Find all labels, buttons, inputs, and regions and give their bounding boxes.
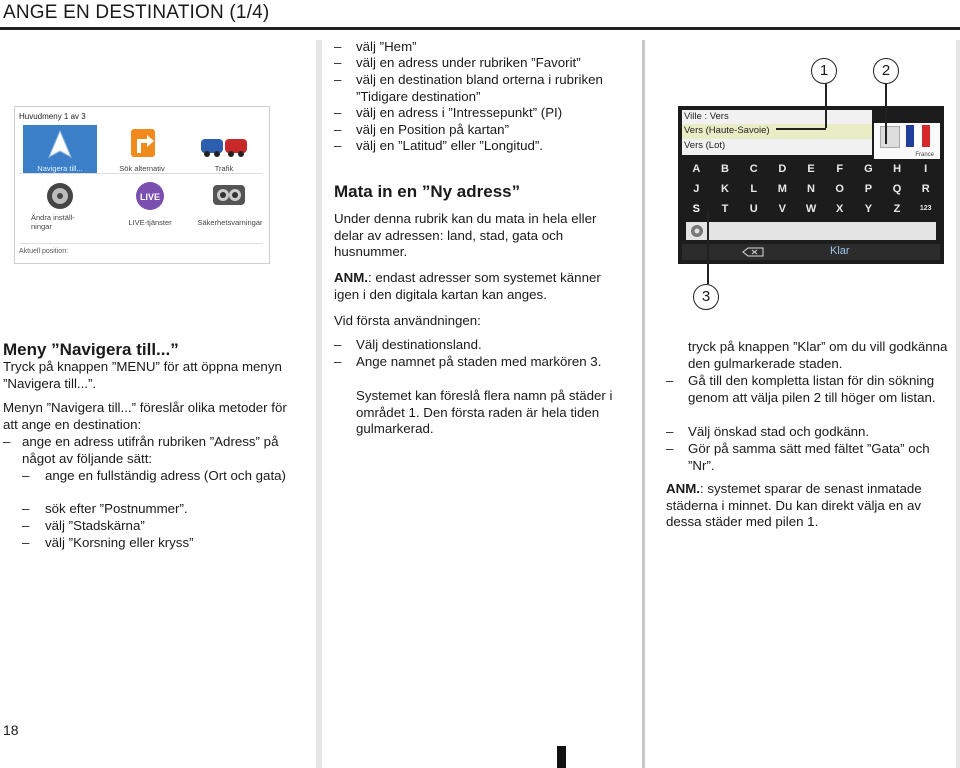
navigate-tile (23, 125, 97, 173)
note-text: : systemet sparar de senast inmatade städerna i minnet. Du kan direkt välja en av dessa städer med pilen 1. (666, 481, 922, 529)
dash: – (22, 468, 30, 483)
list-arrow-icon (880, 126, 900, 148)
list-item: välj en adress under rubriken ”Favorit” (356, 55, 581, 70)
suggestion-row: Vers (Lot) (682, 139, 872, 155)
key: P (864, 183, 873, 195)
list-item: välj en ”Latitud” eller ”Longitud”. (356, 138, 543, 153)
callout-3: 3 (693, 284, 719, 310)
dash: – (334, 72, 342, 87)
note-text: : endast adresser som systemet känner igen i den digitala kartan kan anges. (334, 270, 601, 302)
keyboard-screenshot (678, 106, 944, 264)
dash: – (22, 501, 30, 516)
safety-warnings-tile (193, 179, 267, 227)
dash: – (334, 105, 342, 120)
key: V (778, 203, 787, 215)
key: Z (893, 203, 901, 215)
key: C (749, 163, 758, 175)
key: O (835, 183, 844, 195)
ok-button-label: Klar (830, 245, 850, 257)
section-heading-navigate: Meny ”Navigera till...” (3, 340, 179, 359)
list-item: Gör på samma sätt med fältet ”Gata” och ”Nr”. (688, 441, 930, 473)
dash: – (22, 518, 30, 533)
paragraph: tryck på knappen ”Klar” om du vill godkänna den gulmarkerade staden. (688, 339, 948, 371)
paragraph: Systemet kan föreslå flera namn på städer i området 1. Den första raden är hela tiden gulmarkerad. (356, 388, 613, 436)
search-options-tile (105, 125, 179, 173)
key: G (864, 163, 873, 175)
navigation-arrow-icon (47, 129, 73, 159)
list-item: välj en destination bland orterna i rubriken ”Tidigare destination” (356, 72, 603, 104)
column-divider (642, 40, 645, 768)
svg-text:LIVE: LIVE (139, 192, 161, 202)
key: X (836, 203, 844, 215)
safety-warnings-label: Säkerhetsvarningar (197, 218, 263, 227)
keyboard-row-2 (682, 180, 940, 198)
settings-tile (23, 179, 97, 231)
key: D (778, 163, 787, 175)
country-selector (874, 123, 940, 159)
backspace-icon (742, 247, 764, 257)
paragraph: Tryck på knappen ”MENU” för att öppna menyn ”Navigera till...”. (3, 359, 282, 391)
paragraph: Menyn ”Navigera till...” föreslår olika metoder för att ange en destination: (3, 400, 287, 432)
list-subitem: ange en fullständig adress (Ort och gata) (45, 468, 286, 483)
city-input: Ville : Vers (682, 110, 872, 126)
key: E (807, 163, 815, 175)
key: T (721, 203, 729, 215)
navigate-label: Navigera till... (37, 164, 83, 173)
key: J (693, 183, 700, 195)
key: H (893, 163, 902, 175)
paragraph: Vid första användningen: (334, 313, 481, 328)
keyboard-bottom-bar (682, 244, 940, 260)
key-numbers: 123 (919, 205, 932, 212)
space-bar (686, 222, 936, 240)
list-item: ange en adress utifrån rubriken ”Adress” på något av följande sätt: (22, 434, 279, 466)
speed-camera-icon (209, 181, 249, 211)
keyboard-row-3 (682, 200, 940, 218)
detour-icon (129, 127, 157, 159)
gear-icon (690, 224, 704, 238)
dash: – (666, 373, 674, 388)
paragraph: Under denna rubrik kan du mata in hela eller delar av adressen: land, stad, gata och husnummer. (334, 211, 597, 259)
live-services-label: LIVE-tjänster (128, 218, 172, 227)
dash: – (334, 122, 342, 137)
settings-wheel-icon (45, 181, 75, 211)
list-item: Ange namnet på staden med markören 3. (356, 354, 602, 369)
callout-1: 1 (811, 58, 837, 84)
traffic-label: Trafik (214, 164, 234, 173)
callout-2: 2 (873, 58, 899, 84)
dash: – (22, 535, 30, 550)
list-item: välj ”Stadskärna” (45, 518, 145, 533)
page-marker (557, 746, 566, 768)
key: L (750, 183, 758, 195)
page-title: ANGE EN DESTINATION (1/4) (3, 2, 270, 23)
keyboard-row-1 (682, 160, 940, 178)
key: I (924, 163, 928, 175)
suggestion-highlighted: Vers (Haute-Savoie) (682, 124, 872, 140)
list-item: Välj önskad stad och godkänn. (688, 424, 870, 439)
key: W (805, 203, 817, 215)
live-icon (135, 181, 165, 211)
list-subitem: sök efter ”Postnummer”. (45, 501, 188, 516)
note-label: ANM. (334, 270, 368, 285)
dash: – (666, 441, 674, 456)
menu-header: Huvudmeny 1 av 3 (19, 112, 86, 121)
dash: – (334, 337, 342, 352)
column-divider (956, 40, 960, 768)
list-item: välj en Position på kartan” (356, 122, 509, 137)
dash: – (3, 434, 11, 449)
note (666, 481, 956, 531)
dash: – (334, 354, 342, 369)
key: Q (892, 183, 902, 195)
key: U (749, 203, 758, 215)
key: K (721, 183, 729, 195)
key: M (777, 183, 787, 195)
current-position-label: Aktuell position: (19, 248, 69, 255)
key: B (721, 163, 729, 175)
key: R (921, 183, 930, 195)
list-item: Gå till den kompletta listan för din sökning genom att välja pilen 2 till höger om listan. (688, 373, 936, 405)
column-divider (316, 40, 322, 768)
key: Y (864, 203, 873, 215)
country-label: France (915, 152, 934, 158)
page-number: 18 (3, 722, 19, 738)
key-selected: S (692, 203, 700, 215)
key: A (692, 163, 701, 175)
key: N (807, 183, 815, 195)
list-item: välj ”Korsning eller kryss” (45, 535, 194, 550)
dash: – (334, 39, 342, 54)
settings-label: Ändra inställ- ningar (31, 213, 75, 231)
title-rule (0, 27, 960, 30)
note (334, 270, 628, 303)
section-heading-new-address: Mata in en ”Ny adress” (334, 182, 521, 201)
main-menu-screenshot (14, 106, 270, 264)
list-item: välj ”Hem” (356, 39, 417, 54)
note-label: ANM. (666, 481, 700, 496)
dash: – (666, 424, 674, 439)
key: F (836, 163, 844, 175)
france-flag-icon (906, 125, 930, 147)
list-item: Välj destinationsland. (356, 337, 482, 352)
dash: – (334, 138, 342, 153)
search-options-label: Sök alternativ (119, 164, 165, 173)
dash: – (334, 55, 342, 70)
traffic-cars-icon (199, 131, 249, 159)
traffic-tile (187, 125, 261, 173)
list-item: välj en adress i ”Intressepunkt” (PI) (356, 105, 563, 120)
live-services-tile (113, 179, 187, 227)
